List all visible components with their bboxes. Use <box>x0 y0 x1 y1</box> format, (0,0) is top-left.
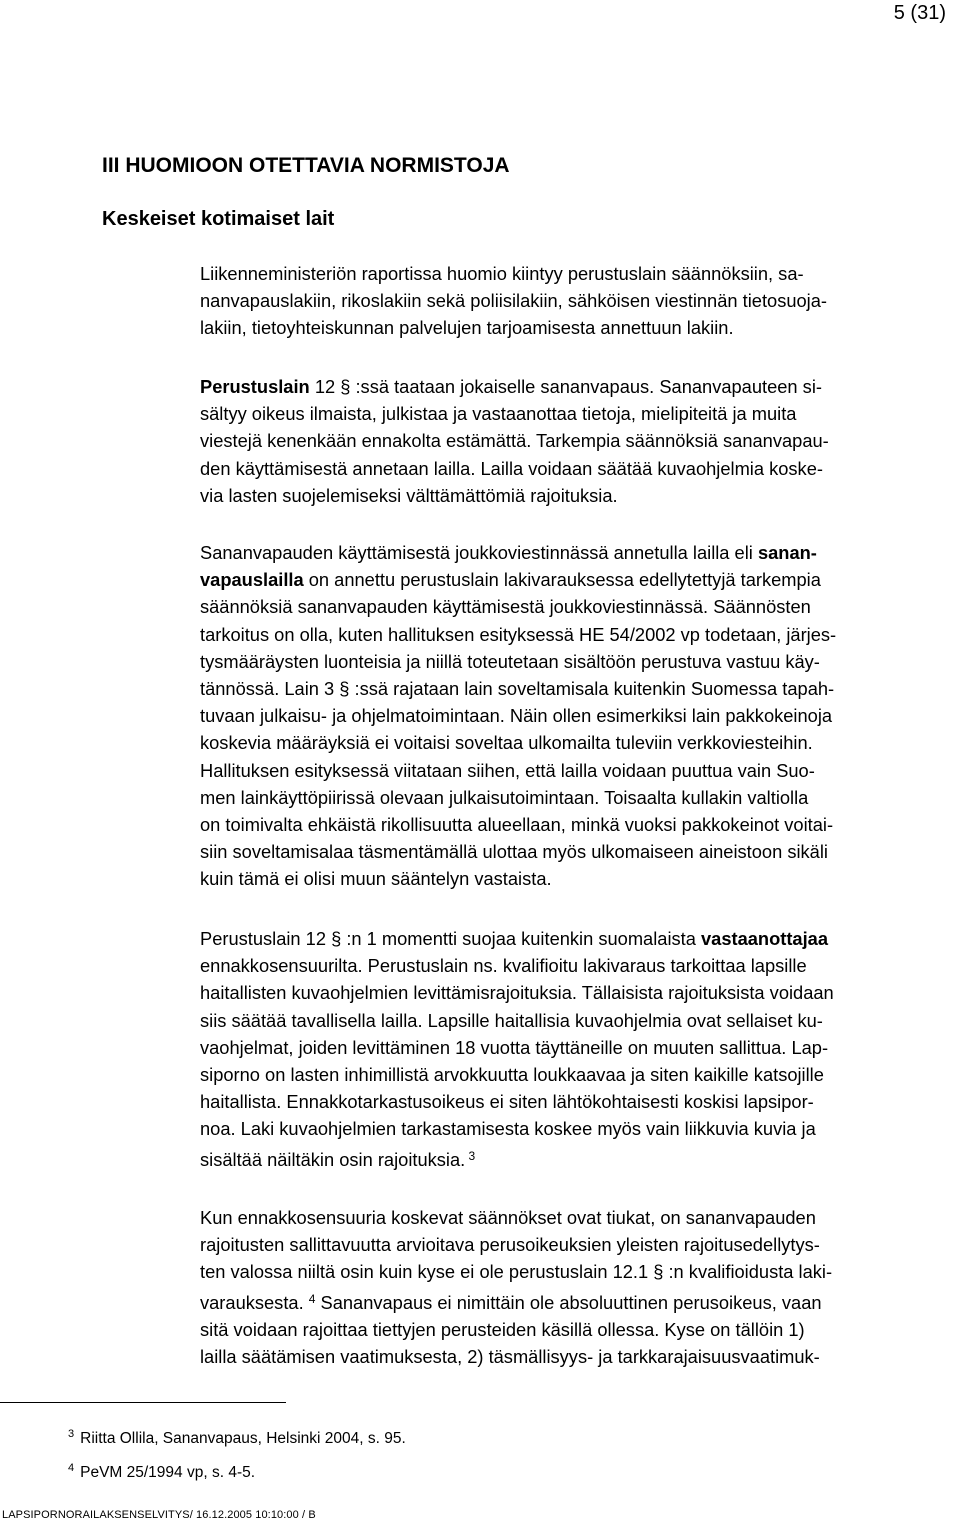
page-number: 5 (31) <box>893 2 946 24</box>
text-line <box>200 400 944 427</box>
text-line <box>200 1258 944 1285</box>
text-run: sitä voidaan rajoittaa tiettyjen perusteiden käsillä ollessa. Kyse on tällöin 1) <box>200 1318 805 1340</box>
text-run: on toimivalta ehkäistä rikollisuutta alueellaan, minkä vuoksi pakkokeinot voitai- <box>200 814 834 836</box>
document-footer: LAPSIPORNORAILAKSENSELVITYS/ 16.12.2005 10:10:00 / B <box>2 1509 316 1521</box>
text-line <box>200 1143 944 1173</box>
text-line <box>200 1034 944 1061</box>
footnote-ref: 4 <box>308 1291 316 1306</box>
text-run: siis säätää tavallisella lailla. Lapsille haitallisia kuvaohjelmia ovat sellaiset ku- <box>200 1009 823 1031</box>
text-run: haitallista. Ennakkotarkastusoikeus ei siten lähtökohtaisesti koskisi lapsipor- <box>200 1091 814 1113</box>
text-line <box>200 925 944 952</box>
text-line <box>200 952 944 979</box>
text-line <box>200 566 944 593</box>
text-run: Kun ennakkosensuuria koskevat säännökset ovat tiukat, on sananvapauden <box>200 1207 816 1228</box>
text-line <box>200 1061 944 1088</box>
text-line <box>200 455 944 482</box>
text-run: noa. Laki kuvaohjelmien tarkastamisesta koskee myös vain liikkuvia kuvia ja <box>200 1118 816 1140</box>
text-run: men lainkäyttöpiirissä olevaan julkaisutoimintaan. Toisaalta kullakin valtiolla <box>200 786 809 808</box>
footnote-ref: 3 <box>465 1148 476 1163</box>
text-run: tysmääräysten luonteisia ja niillä toteutetaan sisältöön perustuva vastuu käy- <box>200 650 820 672</box>
text-run: 12 § :ssä taataan jokaiselle sananvapaus. Sananvapauteen si- <box>309 376 822 397</box>
text-run: den käyttämisestä annetaan lailla. Lailla voidaan säätää kuvaohjelmia koske- <box>200 457 823 479</box>
text-line <box>200 1286 944 1316</box>
text-line <box>200 838 944 865</box>
text-line <box>200 539 944 566</box>
footnote-text: PeVM 25/1994 vp, s. 4-5. <box>80 1464 256 1481</box>
text-run: ten valossa niiltä osin kuin kyse ei ole perustuslain 12.1 § :n kvalifioidusta laki- <box>200 1261 833 1283</box>
text-line <box>200 593 944 620</box>
text-line <box>200 702 944 729</box>
text-line <box>200 427 944 454</box>
paragraph-4 <box>200 925 944 1173</box>
main-heading: III HUOMIOON OTETTAVIA NORMISTOJA <box>102 154 510 177</box>
text-run: sisältää näiltäkin osin rajoituksia. <box>200 1148 466 1170</box>
footnote-number: 3 <box>68 1428 75 1440</box>
text-line <box>200 1316 944 1343</box>
text-run: tuvaan julkaisu- ja ohjelmatoimintaan. Näin ollen esimerkiksi lain pakkokeinoja <box>200 705 833 727</box>
footnote-4 <box>68 1462 255 1482</box>
text-line <box>200 260 944 287</box>
text-run: varauksesta. <box>200 1291 309 1313</box>
footnote-number: 4 <box>68 1462 75 1474</box>
text-line <box>200 1088 944 1115</box>
bold-term: vastaanottajaa <box>700 928 828 949</box>
text-run: on annettu perustuslain lakivarauksessa edellytettyjä tarkempia <box>303 569 821 591</box>
text-run: lailla säätämisen vaatimuksesta, 2) täsmällisyys- ja tarkkarajaisuusvaatimuk- <box>200 1346 820 1368</box>
footnote-text: Riitta Ollila, Sananvapaus, Helsinki 2004, s. 95. <box>80 1430 406 1447</box>
footnote-3 <box>68 1428 406 1448</box>
text-run: haitallisten kuvaohjelmien levittämisrajoituksia. Tällaisista rajoituksista voidaan <box>200 982 834 1004</box>
text-line <box>200 757 944 784</box>
text-run: tännössä. Lain 3 § :ssä rajataan lain soveltamisala kuitenkin Suomessa tapah- <box>200 678 835 700</box>
text-run: via lasten suojelemiseksi välttämättömiä rajoituksia. <box>200 484 618 506</box>
text-run: nanvapauslakiin, rikoslakiin sekä poliisilakiin, sähköisen viestinnän tietosuoja- <box>200 290 827 312</box>
text-run: sältyy oikeus ilmaista, julkistaa ja vastaanottaa tietoja, mielipiteitä ja muita <box>200 403 797 425</box>
text-run: vaohjelmat, joiden levittäminen 18 vuotta täyttäneille on muuten sallittua. Lap- <box>200 1036 829 1058</box>
bold-term: sanan- <box>757 542 817 563</box>
text-line <box>200 865 944 892</box>
text-run: siporno on lasten inhimillistä arvokkuutta loukkaavaa ja siten kaikille katsojille <box>200 1064 824 1086</box>
text-line <box>200 482 944 509</box>
text-run: Perustuslain 12 § :n 1 momentti suojaa kuitenkin suomalaista <box>200 928 701 949</box>
text-run: rajoitusten sallittavuutta arvioitava perusoikeuksien yleisten rajoitusedellytys- <box>200 1234 820 1256</box>
text-run: lakiin, tietoyhteiskunnan palvelujen tarjoamisesta annettuun lakiin. <box>200 317 734 339</box>
text-line <box>200 729 944 756</box>
text-run: koskevia määräyksiä ei voitaisi soveltaa ulkomailta tuleviin verkkoviesteihin. <box>200 732 813 754</box>
text-run: kuin tämä ei olisi muun sääntelyn vastaista. <box>200 868 552 890</box>
text-run: Sananvapauden käyttämisestä joukkoviestinnässä annetulla lailla eli <box>200 542 758 563</box>
text-line <box>200 1231 944 1258</box>
bold-term: vapauslailla <box>200 569 304 591</box>
footnote-divider <box>0 1402 286 1403</box>
text-run: Sananvapaus ei nimittäin ole absoluuttinen perusoikeus, vaan <box>315 1291 822 1313</box>
text-line <box>200 784 944 811</box>
text-run: ennakkosensuurilta. Perustuslain ns. kvalifioitu lakivaraus tarkoittaa lapsille <box>200 955 807 977</box>
paragraph-2 <box>200 373 944 509</box>
text-run: siin soveltamisalaa täsmentämällä ulottaa myös ulkomaiseen aineistoon sikäli <box>200 841 828 863</box>
paragraph-3 <box>200 539 944 893</box>
text-run: viestejä kenenkään ennakolta estämättä. Tarkempia säännöksiä sananvapau- <box>200 430 829 452</box>
text-line <box>200 314 944 341</box>
text-run: tarkoitus on olla, kuten hallituksen esityksessä HE 54/2002 vp todetaan, järjes- <box>200 623 837 645</box>
text-line <box>200 1204 944 1231</box>
text-line <box>200 979 944 1006</box>
paragraph-1 <box>200 260 944 342</box>
text-line <box>200 1007 944 1034</box>
text-line <box>200 1343 944 1370</box>
text-line <box>200 648 944 675</box>
section-heading: Keskeiset kotimaiset lait <box>102 208 335 230</box>
paragraph-5 <box>200 1204 944 1370</box>
text-line <box>200 675 944 702</box>
text-run: säännöksiä sananvapauden käyttämisestä joukkoviestinnässä. Säännösten <box>200 596 811 618</box>
text-line <box>200 1115 944 1142</box>
text-line <box>200 621 944 648</box>
text-run: Liikenneministeriön raportissa huomio kiintyy perustuslain säännöksiin, sa- <box>200 263 804 284</box>
text-line <box>200 811 944 838</box>
bold-term: Perustuslain <box>200 376 310 397</box>
text-run: Hallituksen esityksessä viitataan siihen, että lailla voidaan puuttua vain Suo- <box>200 759 815 781</box>
text-line <box>200 373 944 400</box>
text-line <box>200 287 944 314</box>
